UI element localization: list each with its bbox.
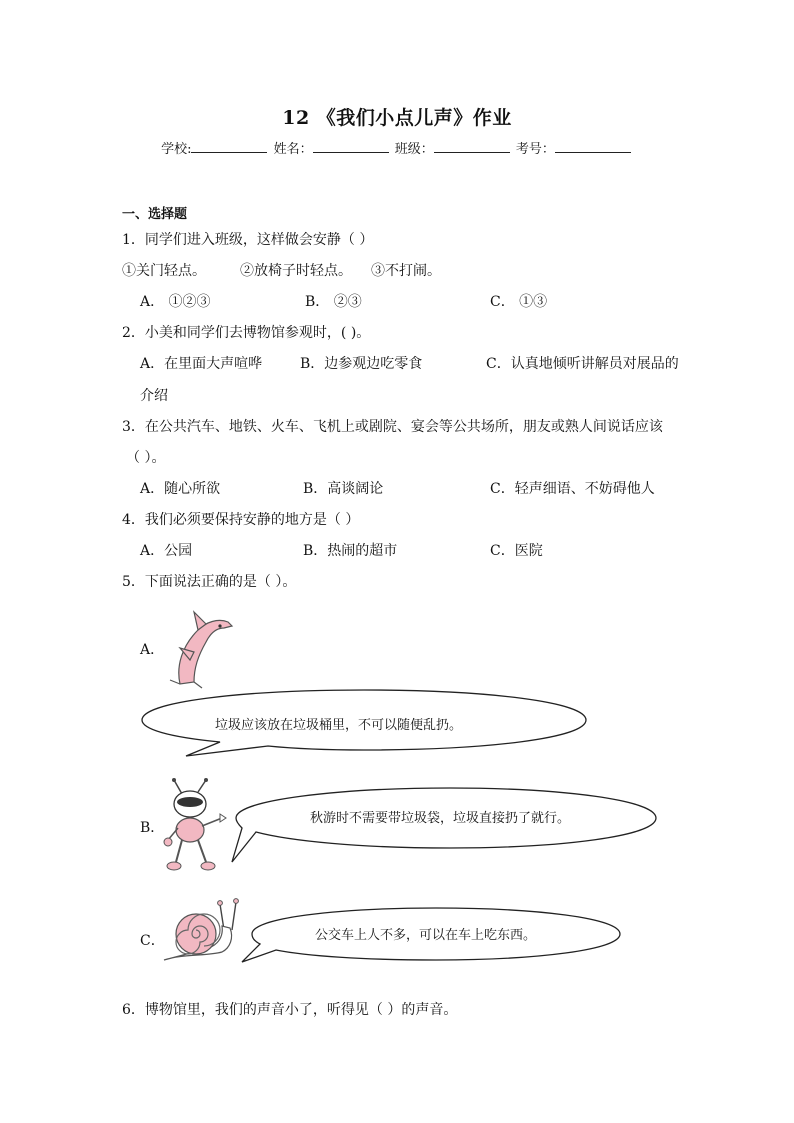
q5-option-a[interactable]: A． xyxy=(140,642,165,658)
q3-option-b[interactable]: B．高谈阔论 xyxy=(303,481,384,497)
q1-option-a[interactable]: A． ①②③ xyxy=(140,294,211,310)
student-info-line xyxy=(0,138,794,157)
q2-option-c-continued: 介绍 xyxy=(140,388,168,404)
q1-item-2: ②放椅子时轻点。 xyxy=(240,263,352,279)
name-blank[interactable] xyxy=(313,140,389,153)
question-5: 5．下面说法正确的是（ ）。 xyxy=(122,574,297,590)
q1-option-c[interactable]: C． ①③ xyxy=(490,294,548,310)
question-3: 3．在公共汽车、地铁、火车、飞机上或剧院、宴会等公共场所，朋友或熟人间说话应该 xyxy=(122,419,663,435)
question-3-continued: （ ）。 xyxy=(126,450,166,466)
section-heading: 一、选择题 xyxy=(122,207,188,222)
snail-icon xyxy=(162,896,244,968)
exam-number-label: 考号： xyxy=(515,142,555,157)
question-6: 6．博物馆里，我们的声音小了，听得见（ ）的声音。 xyxy=(122,1002,458,1018)
exam-number-blank[interactable] xyxy=(555,140,631,153)
q5-option-b[interactable]: B． xyxy=(140,820,165,836)
q2-option-a[interactable]: A．在里面大声喧哗 xyxy=(140,356,263,372)
name-label: 姓名： xyxy=(273,142,313,157)
q3-option-c[interactable]: C．轻声细语、不妨碍他人 xyxy=(490,481,655,497)
school-label: 学校: xyxy=(161,142,192,157)
q3-option-a[interactable]: A．随心所欲 xyxy=(140,481,221,497)
q4-option-b[interactable]: B．热闹的超市 xyxy=(303,543,398,559)
q4-option-c[interactable]: C．医院 xyxy=(490,543,543,559)
speech-c-text: 公交车上人不多，可以在车上吃东西。 xyxy=(315,928,537,943)
q1-item-3: ③不打闹。 xyxy=(371,263,441,279)
q2-option-b[interactable]: B．边参观边吃零食 xyxy=(300,356,423,372)
page-title: 12 《我们小点儿声》作业 xyxy=(282,107,512,129)
speech-b-text: 秋游时不需要带垃圾袋，垃圾直接扔了就行。 xyxy=(310,811,571,826)
speech-bubble-b xyxy=(210,784,660,868)
class-blank[interactable] xyxy=(434,140,510,153)
question-4: 4．我们必须要保持安静的地方是（ ） xyxy=(122,512,360,528)
q1-item-1: ①关门轻点。 xyxy=(122,263,206,279)
speech-a-text: 垃圾应该放在垃圾桶里，不可以随便乱扔。 xyxy=(215,718,463,733)
school-blank[interactable] xyxy=(191,140,267,153)
question-2: 2．小美和同学们去博物馆参观时，( )。 xyxy=(122,325,371,341)
q2-option-c[interactable]: C．认真地倾听讲解员对展品的 xyxy=(486,356,679,372)
class-label: 班级： xyxy=(394,142,434,157)
q5-option-c[interactable]: C． xyxy=(140,933,165,949)
q4-option-a[interactable]: A．公园 xyxy=(140,543,193,559)
question-1: 1．同学们进入班级，这样做会安静（ ） xyxy=(122,232,374,248)
q1-option-b[interactable]: B． ②③ xyxy=(305,294,362,310)
dolphin-icon xyxy=(168,606,234,688)
